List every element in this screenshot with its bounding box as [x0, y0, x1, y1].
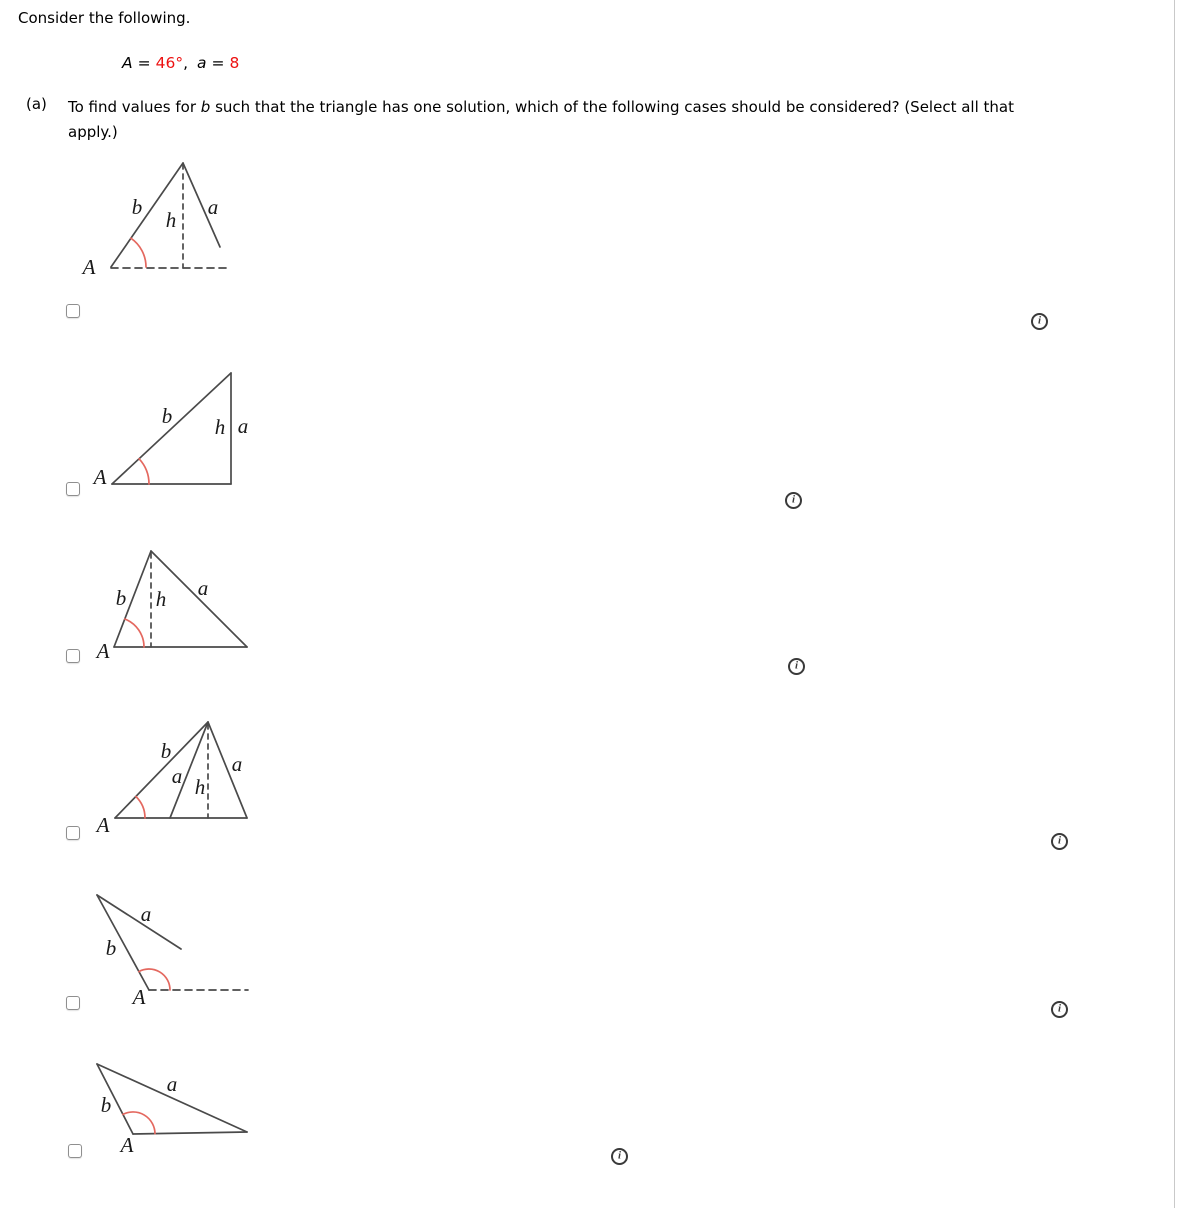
option-4-info-icon[interactable]: i — [1051, 833, 1068, 850]
triangle-diagram-obtuse-a-short — [80, 885, 265, 1005]
option-6-checkbox[interactable] — [68, 1144, 82, 1158]
content-right-border — [1174, 0, 1175, 1208]
equals-sign: = — [137, 54, 151, 72]
triangle-diagram-a-greater-than-b — [85, 540, 265, 660]
label-A: A — [120, 1133, 134, 1155]
option-1-info-icon[interactable]: i — [1031, 313, 1048, 330]
angle-A-arc — [139, 459, 149, 484]
side-a-variable: a — [197, 54, 207, 72]
option-3-info-icon[interactable]: i — [788, 658, 805, 675]
equals-sign: = — [211, 54, 225, 72]
option-2-checkbox[interactable] — [66, 482, 80, 496]
side-b-line — [112, 373, 231, 484]
label-h: h — [194, 775, 206, 799]
label-b: b — [160, 739, 172, 763]
label-A: A — [132, 985, 146, 1005]
label-b: b — [115, 586, 127, 610]
angle-A-arc — [131, 238, 146, 267]
part-a-label: (a) — [26, 95, 47, 113]
angle-A-arc — [136, 797, 145, 819]
intro-text: Consider the following. — [18, 9, 191, 27]
label-h: h — [165, 208, 177, 232]
triangle-diagram-a-less-than-h — [80, 150, 250, 280]
angle-A-variable: A — [122, 54, 133, 72]
label-A: A — [82, 255, 96, 279]
label-b: b — [105, 936, 117, 960]
angle-A-value: 46° — [155, 54, 184, 72]
question-line-1: To find values for b such that the triangle has one solution, which of the following cases should be considered? (Select all that — [68, 98, 1014, 116]
triangle-diagram-a-equals-h — [85, 360, 260, 495]
label-h: h — [214, 415, 226, 439]
option-3-checkbox[interactable] — [66, 649, 80, 663]
option-5-checkbox[interactable] — [66, 996, 80, 1010]
option-1-checkbox[interactable] — [66, 304, 80, 318]
label-A: A — [96, 639, 110, 660]
label-a: a — [197, 576, 209, 600]
option-5-info-icon[interactable]: i — [1051, 1001, 1068, 1018]
label-a-outer: a — [231, 752, 243, 776]
triangle-diagram-obtuse-a-long — [80, 1055, 265, 1155]
base-line — [133, 1132, 247, 1134]
label-b: b — [100, 1093, 112, 1117]
label-a-inner: a — [171, 764, 183, 788]
variable-b: b — [200, 98, 211, 116]
label-A: A — [93, 465, 107, 489]
side-a-value: 8 — [229, 54, 240, 72]
label-b: b — [161, 404, 173, 428]
label-a: a — [140, 902, 152, 926]
question-text — [68, 95, 1014, 145]
label-a: a — [207, 195, 219, 219]
given-values — [122, 54, 239, 72]
label-b: b — [131, 195, 143, 219]
option-2-info-icon[interactable]: i — [785, 492, 802, 509]
triangle-diagram-two-solutions — [85, 700, 270, 835]
label-A: A — [96, 813, 110, 835]
angle-A-arc — [125, 619, 144, 647]
question-line-2: apply.) — [68, 123, 118, 141]
option-4-checkbox[interactable] — [66, 826, 80, 840]
comma: , — [183, 54, 189, 72]
label-a: a — [166, 1072, 178, 1096]
option-6-info-icon[interactable]: i — [611, 1148, 628, 1165]
side-b-line — [115, 722, 208, 818]
label-h: h — [155, 587, 167, 611]
label-a: a — [237, 414, 249, 438]
